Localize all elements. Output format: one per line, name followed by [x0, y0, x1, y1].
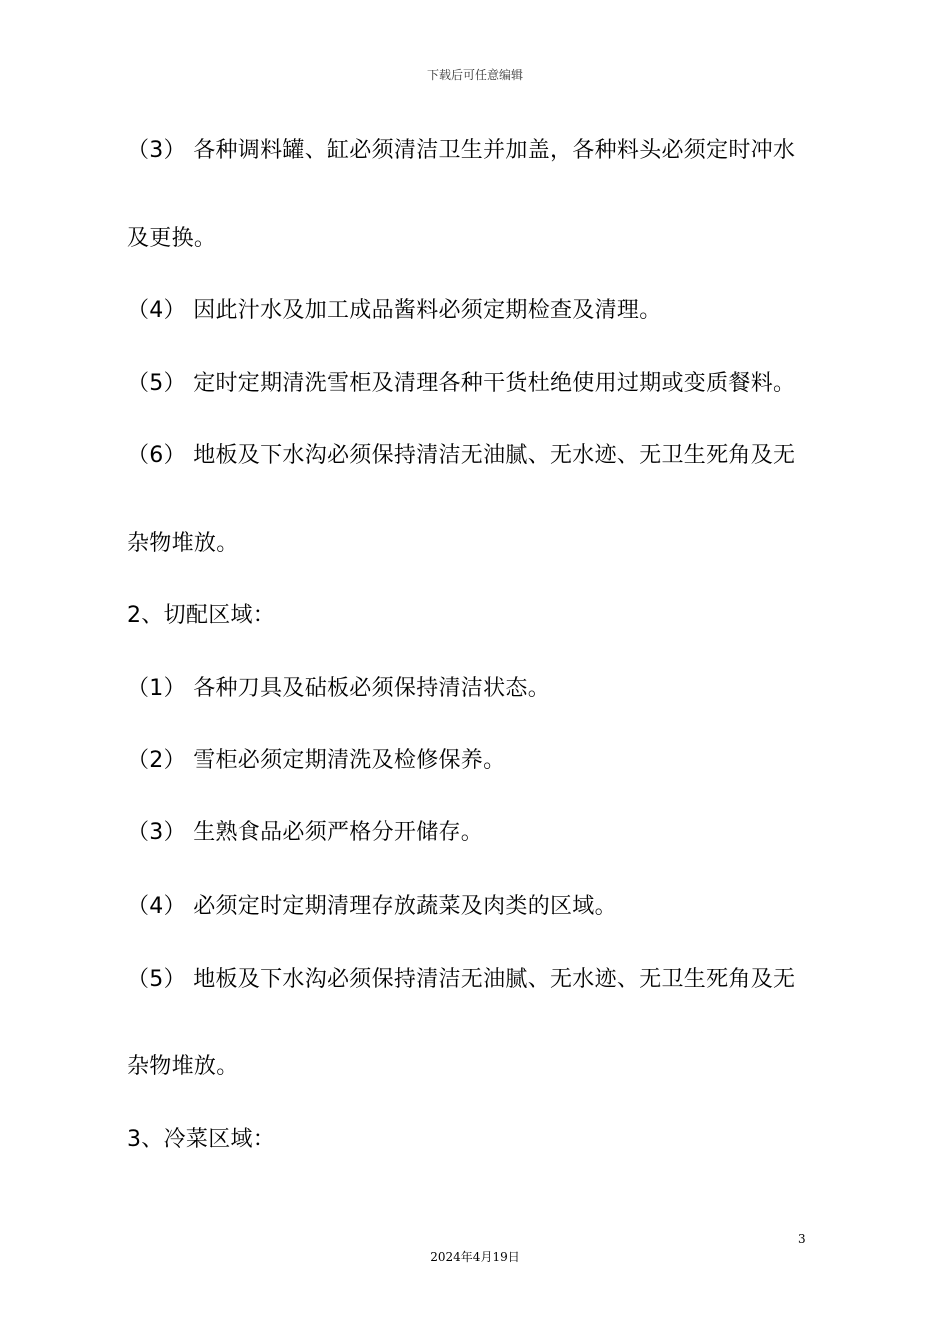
section-heading: 2、切配区域：: [127, 603, 276, 628]
paragraph-line: 杂物堆放。: [127, 1054, 239, 1079]
paragraph-line: 杂物堆放。: [127, 531, 239, 556]
paragraph-line: （2） 雪柜必须定期清洗及检修保养。: [127, 748, 506, 773]
footer-date: 2024年4月19日: [430, 1250, 520, 1264]
page-header: 下载后可任意编辑: [426, 68, 523, 82]
paragraph-line: （1） 各种刀具及砧板必须保持清洁状态。: [127, 676, 550, 701]
paragraph-line: （5） 地板及下水沟必须保持清洁无油腻、无水迹、无卫生死角及无: [127, 967, 796, 992]
paragraph-line: （4） 必须定时定期清理存放蔬菜及肉类的区域。: [127, 894, 617, 919]
paragraph-line: （6） 地板及下水沟必须保持清洁无油腻、无水迹、无卫生死角及无: [127, 443, 796, 468]
paragraph-line: （4） 因此汁水及加工成品酱料必须定期检查及清理。: [127, 298, 662, 323]
section-heading: 3、冷菜区域：: [127, 1127, 276, 1152]
paragraph-line: （5） 定时定期清洗雪柜及清理各种干货杜绝使用过期或变质餐料。: [127, 371, 796, 396]
page-number: 3: [798, 1232, 806, 1246]
paragraph-line: （3） 各种调料罐、缸必须清洁卫生并加盖，各种料头必须定时冲水: [127, 138, 796, 163]
paragraph-line: （3） 生熟食品必须严格分开储存。: [127, 820, 484, 845]
paragraph-line: 及更换。: [127, 226, 217, 251]
